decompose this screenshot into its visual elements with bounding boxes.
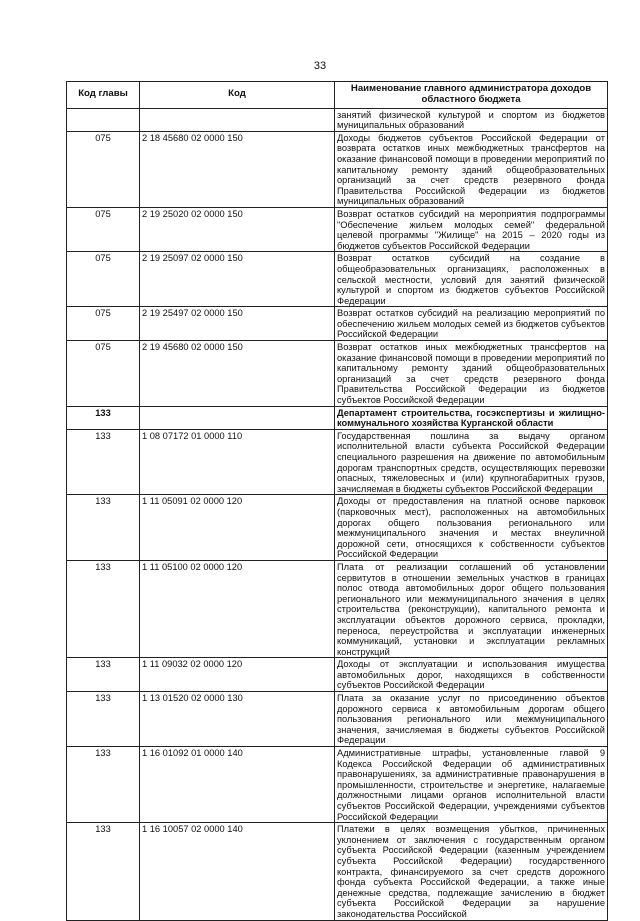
table-row	[67, 823, 608, 920]
revenue-code-cell: 1 11 05091 02 0000 120	[140, 495, 335, 561]
revenue-administrators-table	[66, 81, 608, 921]
chapter-code-cell: 133	[67, 560, 140, 657]
chapter-code-cell: 075	[67, 207, 140, 251]
administrator-name-cell: Департамент строительства, госэкспертизы и жилищно-коммунального хозяйства Курганской области	[335, 406, 608, 429]
revenue-code-cell: 2 19 25497 02 0000 150	[140, 307, 335, 341]
chapter-code-cell: 133	[67, 747, 140, 823]
administrator-name-cell: Плата от реализации соглашений об установлении сервитутов в отношении земельных участков в границах полос отвода автомобильных дорог общего пользования регионального или межмуниципального значения в целях строительства (реконструкции), капитального ремонта и эксплуатации объектов дорожного сервиса, прокладки, переноса, переустройства и эксплуатации инженерных коммуникаций, установки и эксплуатации рекламных конструкций	[335, 560, 608, 657]
revenue-code-cell	[140, 108, 335, 131]
table-row	[67, 658, 608, 692]
header-chapter-code: Код главы	[67, 82, 140, 109]
administrator-name-cell: Возврат остатков иных межбюджетных трансфертов на оказание финансовой помощи в проведении мероприятий по капитальному ремонту зданий общеобразовательных организаций за счет средств резервного фонда Правительства Российской Федерации из бюджетов субъектов Российской Федерации	[335, 341, 608, 407]
administrator-name-cell: Доходы от эксплуатации и использования имущества автомобильных дорог, находящихся в собственности субъектов Российской Федерации	[335, 658, 608, 692]
chapter-code-cell: 075	[67, 341, 140, 407]
table-row	[67, 429, 608, 495]
administrator-name-cell: Возврат остатков субсидий на мероприятия подпрограммы "Обеспечение жильем молодых семей" федеральной целевой программы "Жилище" на 2015 – 2020 годы из бюджетов субъектов Российской Федерации	[335, 207, 608, 251]
chapter-code-cell: 075	[67, 307, 140, 341]
chapter-code-cell	[67, 108, 140, 131]
table-row	[67, 495, 608, 561]
chapter-code-cell: 075	[67, 131, 140, 207]
chapter-code-cell: 075	[67, 252, 140, 307]
revenue-code-cell	[140, 406, 335, 429]
table-row	[67, 560, 608, 657]
administrator-name-cell: Платежи в целях возмещения убытков, причиненных уклонением от заключения с государственным органом субъекта Российской Федерации (казенным учреждением субъекта Российской Федерации) государственного контракта, финансируемого за счет средств дорожного фонда субъекта Российской Федерации, а также иные денежные средства, подлежащие зачислению в бюджет субъекта Российской Федерации за нарушение законодательства Российской	[335, 823, 608, 920]
table-row	[67, 747, 608, 823]
table-row	[67, 108, 608, 131]
revenue-code-cell: 2 19 25020 02 0000 150	[140, 207, 335, 251]
chapter-code-cell: 133	[67, 658, 140, 692]
administrator-name-cell: Плата за оказание услуг по присоединению объектов дорожного сервиса к автомобильным дорогам общего пользования регионального или межмуниципального значения, зачисляемая в бюджеты субъектов Российской Федерации	[335, 692, 608, 747]
table-header-row	[67, 82, 608, 109]
header-code: Код	[140, 82, 335, 109]
page-number: 33	[313, 60, 327, 72]
table-row	[67, 692, 608, 747]
table-row	[67, 131, 608, 207]
administrator-name-cell: Государственная пошлина за выдачу органом исполнительной власти субъекта Российской Федерации специального разрешения на движение по автомобильным дорогам транспортных средств, осуществляющих перевозки опасных, тяжеловесных и (или) крупногабаритных грузов, зачисляемая в бюджеты субъектов Российской Федерации	[335, 429, 608, 495]
revenue-code-cell: 1 11 09032 02 0000 120	[140, 658, 335, 692]
chapter-code-cell: 133	[67, 406, 140, 429]
chapter-code-cell: 133	[67, 823, 140, 920]
administrator-name-cell: Доходы бюджетов субъектов Российской Федерации от возврата остатков иных межбюджетных трансфертов на оказание финансовой помощи в проведении мероприятий по капитальному ремонту зданий общеобразовательных организаций за счет средств резервного фонда Правительства Российской Федерации из бюджетов муниципальных образований	[335, 131, 608, 207]
table-row	[67, 207, 608, 251]
revenue-code-cell: 1 11 05100 02 0000 120	[140, 560, 335, 657]
administrator-name-cell: занятий физической культурой и спортом из бюджетов муниципальных образований	[335, 108, 608, 131]
revenue-code-cell: 1 16 10057 02 0000 140	[140, 823, 335, 920]
table-row	[67, 252, 608, 307]
revenue-code-cell: 1 13 01520 02 0000 130	[140, 692, 335, 747]
revenue-code-cell: 2 19 25097 02 0000 150	[140, 252, 335, 307]
table-row	[67, 341, 608, 407]
administrator-name-cell: Возврат остатков субсидий на создание в общеобразовательных организациях, расположенных в сельской местности, условий для занятий физической культурой и спортом из бюджетов субъектов Российской Федерации	[335, 252, 608, 307]
administrator-name-cell: Административные штрафы, установленные главой 9 Кодекса Российской Федерации об административных правонарушениях, за административные правонарушения в промышленности, строительстве и энергетике, налагаемые должностными лицами органов исполнительной власти субъектов Российской Федерации, учреждениями субъектов Российской Федерации	[335, 747, 608, 823]
administrator-name-cell: Возврат остатков субсидий на реализацию мероприятий по обеспечению жильем молодых семей из бюджетов субъектов Российской Федерации	[335, 307, 608, 341]
chapter-code-cell: 133	[67, 495, 140, 561]
revenue-code-cell: 2 19 45680 02 0000 150	[140, 341, 335, 407]
table-row	[67, 307, 608, 341]
revenue-code-cell: 1 16 01092 01 0000 140	[140, 747, 335, 823]
table-section-row	[67, 406, 608, 429]
revenue-code-cell: 1 08 07172 01 0000 110	[140, 429, 335, 495]
revenue-code-cell: 2 18 45680 02 0000 150	[140, 131, 335, 207]
chapter-code-cell: 133	[67, 692, 140, 747]
header-administrator-name: Наименование главного администратора доходов областного бюджета	[335, 82, 608, 109]
administrator-name-cell: Доходы от предоставления на платной основе парковок (парковочных мест), расположенных на автомобильных дорогах общего пользования регионального или межмуниципального значения и местах внеуличной дорожной сети, относящихся к собственности субъектов Российской Федерации	[335, 495, 608, 561]
chapter-code-cell: 133	[67, 429, 140, 495]
